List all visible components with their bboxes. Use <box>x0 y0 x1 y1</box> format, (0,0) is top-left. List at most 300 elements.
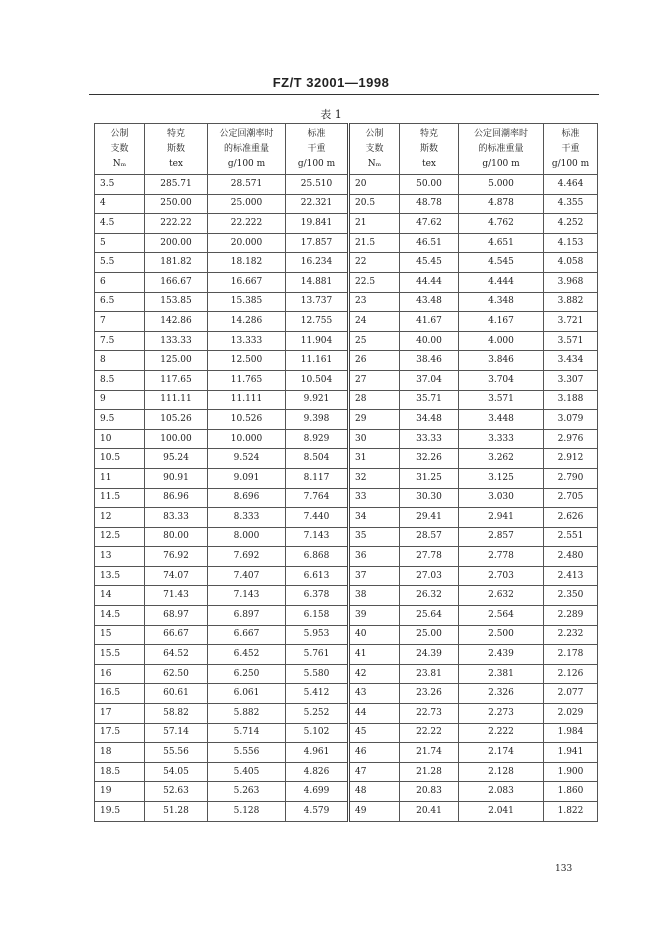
table-cell: 37 <box>349 566 400 586</box>
table-cell: 15 <box>95 625 145 645</box>
table-cell: 3.030 <box>459 488 544 508</box>
table-cell: 1.984 <box>544 723 598 743</box>
table-cell: 17.857 <box>286 233 349 253</box>
table-row <box>95 429 598 449</box>
table-cell: 181.82 <box>145 253 208 273</box>
table-cell: 4.348 <box>459 292 544 312</box>
table-cell: 6.613 <box>286 566 349 586</box>
table-cell: 23 <box>349 292 400 312</box>
table-cell: 3.968 <box>544 272 598 292</box>
table-cell: 47.62 <box>400 214 459 234</box>
table-cell: 9.5 <box>95 410 145 430</box>
table-row <box>95 488 598 508</box>
table-cell: 42 <box>349 664 400 684</box>
table-row <box>95 175 598 195</box>
table-body <box>95 175 598 822</box>
table-cell: 37.04 <box>400 370 459 390</box>
table-cell: 5.412 <box>286 684 349 704</box>
table-cell: 2.976 <box>544 429 598 449</box>
table-row <box>95 723 598 743</box>
table-row <box>95 253 598 273</box>
table-cell: 48.78 <box>400 194 459 214</box>
table-cell: 13.5 <box>95 566 145 586</box>
column-header-line: g/100 m <box>297 158 336 169</box>
table-cell: 4.355 <box>544 194 598 214</box>
table-cell: 58.82 <box>145 704 208 724</box>
table-row <box>95 606 598 626</box>
table-cell: 11.111 <box>208 390 286 410</box>
table-cell: 52.63 <box>145 782 208 802</box>
table-cell: 35.71 <box>400 390 459 410</box>
table-cell: 8.333 <box>208 508 286 528</box>
table-cell: 3.571 <box>544 331 598 351</box>
table-cell: 43 <box>349 684 400 704</box>
table-cell: 38.46 <box>400 351 459 371</box>
table-cell: 2.222 <box>459 723 544 743</box>
table-cell: 48 <box>349 782 400 802</box>
table-cell: 11 <box>95 468 145 488</box>
table-row <box>95 802 598 822</box>
table-cell: 32.26 <box>400 449 459 469</box>
table-cell: 46.51 <box>400 233 459 253</box>
column-header-line: 公定回潮率时 <box>219 128 274 139</box>
table-cell: 8.504 <box>286 449 349 469</box>
table-cell: 15.5 <box>95 645 145 665</box>
table-cell: 41 <box>349 645 400 665</box>
table-cell: 54.05 <box>145 762 208 782</box>
table-cell: 25.64 <box>400 606 459 626</box>
table-cell: 17.5 <box>95 723 145 743</box>
table-cell: 11.904 <box>286 331 349 351</box>
table-cell: 4.153 <box>544 233 598 253</box>
column-header <box>145 124 208 175</box>
table-cell: 2.551 <box>544 527 598 547</box>
table-cell: 1.822 <box>544 802 598 822</box>
table-cell: 26.32 <box>400 586 459 606</box>
table-cell: 23.26 <box>400 684 459 704</box>
table-cell: 2.128 <box>459 762 544 782</box>
table-cell: 24.39 <box>400 645 459 665</box>
table-cell: 133.33 <box>145 331 208 351</box>
table-cell: 83.33 <box>145 508 208 528</box>
table-cell: 43.48 <box>400 292 459 312</box>
column-header-line: g/100 m <box>227 158 266 169</box>
table-cell: 4.579 <box>286 802 349 822</box>
table-cell: 5.714 <box>208 723 286 743</box>
table-cell: 22 <box>349 253 400 273</box>
table-cell: 5.252 <box>286 704 349 724</box>
table-cell: 16.234 <box>286 253 349 273</box>
table-cell: 2.626 <box>544 508 598 528</box>
table-cell: 25.510 <box>286 175 349 195</box>
column-header-line: tex <box>168 158 184 169</box>
table-cell: 111.11 <box>145 390 208 410</box>
table-cell: 68.97 <box>145 606 208 626</box>
table-cell: 6.5 <box>95 292 145 312</box>
table-cell: 166.67 <box>145 272 208 292</box>
table-cell: 3.262 <box>459 449 544 469</box>
table-cell: 5.580 <box>286 664 349 684</box>
table-cell: 55.56 <box>145 743 208 763</box>
table-cell: 64.52 <box>145 645 208 665</box>
column-header-line: 的标准重量 <box>478 143 524 154</box>
table-cell: 8.696 <box>208 488 286 508</box>
column-header <box>544 124 598 175</box>
table-cell: 3.846 <box>459 351 544 371</box>
table-cell: 20.83 <box>400 782 459 802</box>
table-cell: 19 <box>95 782 145 802</box>
table-cell: 14 <box>95 586 145 606</box>
table-cell: 15.385 <box>208 292 286 312</box>
table-cell: 14.286 <box>208 312 286 332</box>
table-cell: 4.167 <box>459 312 544 332</box>
table-cell: 26 <box>349 351 400 371</box>
table-cell: 2.232 <box>544 625 598 645</box>
table-cell: 2.083 <box>459 782 544 802</box>
table-cell: 20.000 <box>208 233 286 253</box>
table-cell: 9 <box>95 390 145 410</box>
table-cell: 66.67 <box>145 625 208 645</box>
table-cell: 44 <box>349 704 400 724</box>
column-header <box>208 124 286 175</box>
table-cell: 30 <box>349 429 400 449</box>
table-cell: 4.000 <box>459 331 544 351</box>
table-cell: 27.03 <box>400 566 459 586</box>
table-cell: 5.000 <box>459 175 544 195</box>
table-cell: 45 <box>349 723 400 743</box>
table-cell: 9.398 <box>286 410 349 430</box>
table-cell: 49 <box>349 802 400 822</box>
table-cell: 90.91 <box>145 468 208 488</box>
table-cell: 86.96 <box>145 488 208 508</box>
table-cell: 5.556 <box>208 743 286 763</box>
table-cell: 2.178 <box>544 645 598 665</box>
table-row <box>95 292 598 312</box>
column-header-line: 公制 <box>365 128 384 139</box>
column-header-line: 公定回潮率时 <box>473 128 528 139</box>
table-cell: 13.333 <box>208 331 286 351</box>
table-row <box>95 625 598 645</box>
table-cell: 5.953 <box>286 625 349 645</box>
table-row <box>95 684 598 704</box>
table-cell: 25.000 <box>208 194 286 214</box>
column-header-line: g/100 m <box>551 158 590 169</box>
table-cell: 117.65 <box>145 370 208 390</box>
table-cell: 7.764 <box>286 488 349 508</box>
table-cell: 6.667 <box>208 625 286 645</box>
table-cell: 34.48 <box>400 410 459 430</box>
column-header <box>459 124 544 175</box>
table-cell: 12.500 <box>208 351 286 371</box>
table-cell: 3.333 <box>459 429 544 449</box>
table-cell: 5.263 <box>208 782 286 802</box>
table-cell: 38 <box>349 586 400 606</box>
table-cell: 18.5 <box>95 762 145 782</box>
table-cell: 250.00 <box>145 194 208 214</box>
table-cell: 22.73 <box>400 704 459 724</box>
table-row <box>95 370 598 390</box>
table-cell: 2.500 <box>459 625 544 645</box>
table-cell: 5.882 <box>208 704 286 724</box>
table-cell: 22.22 <box>400 723 459 743</box>
table-cell: 60.61 <box>145 684 208 704</box>
table-cell: 22.5 <box>349 272 400 292</box>
table-cell: 20 <box>349 175 400 195</box>
table-cell: 2.857 <box>459 527 544 547</box>
table-cell: 7.407 <box>208 566 286 586</box>
table-row <box>95 547 598 567</box>
table-cell: 62.50 <box>145 664 208 684</box>
table-cell: 142.86 <box>145 312 208 332</box>
column-header-line: 标准 <box>307 128 326 139</box>
table-cell: 51.28 <box>145 802 208 822</box>
table-row <box>95 586 598 606</box>
table-cell: 10.000 <box>208 429 286 449</box>
table-cell: 7 <box>95 312 145 332</box>
column-header <box>286 124 349 175</box>
data-table <box>94 123 598 822</box>
table-cell: 19.5 <box>95 802 145 822</box>
table-cell: 4.464 <box>544 175 598 195</box>
document-code: FZ/T 32001—1998 <box>272 75 390 90</box>
table-cell: 21.5 <box>349 233 400 253</box>
table-cell: 71.43 <box>145 586 208 606</box>
table-cell: 33.33 <box>400 429 459 449</box>
table-cell: 9.524 <box>208 449 286 469</box>
table-row <box>95 566 598 586</box>
table-cell: 2.126 <box>544 664 598 684</box>
table-row <box>95 331 598 351</box>
table-cell: 29 <box>349 410 400 430</box>
table-cell: 44.44 <box>400 272 459 292</box>
column-header-line: 特克 <box>419 128 438 139</box>
column-header-line: tex <box>421 158 437 169</box>
table-cell: 2.439 <box>459 645 544 665</box>
table-cell: 33 <box>349 488 400 508</box>
table-cell: 3.571 <box>459 390 544 410</box>
column-header-line: 支数 <box>110 143 129 154</box>
table-cell: 6.158 <box>286 606 349 626</box>
table-row <box>95 312 598 332</box>
table-cell: 25.00 <box>400 625 459 645</box>
table-cell: 57.14 <box>145 723 208 743</box>
table-cell: 31.25 <box>400 468 459 488</box>
table-cell: 2.350 <box>544 586 598 606</box>
table-cell: 8.929 <box>286 429 349 449</box>
table-row <box>95 194 598 214</box>
table-cell: 4.826 <box>286 762 349 782</box>
table-cell: 4.878 <box>459 194 544 214</box>
table-row <box>95 351 598 371</box>
table-cell: 8.000 <box>208 527 286 547</box>
table-cell: 12.755 <box>286 312 349 332</box>
table-cell: 35 <box>349 527 400 547</box>
table-cell: 7.143 <box>208 586 286 606</box>
table-cell: 5.405 <box>208 762 286 782</box>
table-cell: 29.41 <box>400 508 459 528</box>
table-title: 表 1 <box>320 108 342 121</box>
table-cell: 16 <box>95 664 145 684</box>
table-cell: 28 <box>349 390 400 410</box>
table-cell: 18.182 <box>208 253 286 273</box>
table-cell: 5.128 <box>208 802 286 822</box>
table-cell: 8.117 <box>286 468 349 488</box>
table-cell: 5.5 <box>95 253 145 273</box>
table-cell: 95.24 <box>145 449 208 469</box>
table-cell: 18 <box>95 743 145 763</box>
column-header-line: 标准 <box>561 128 580 139</box>
table-cell: 41.67 <box>400 312 459 332</box>
table-cell: 22.321 <box>286 194 349 214</box>
table-cell: 3.448 <box>459 410 544 430</box>
table-cell: 32 <box>349 468 400 488</box>
table-cell: 2.564 <box>459 606 544 626</box>
table-cell: 2.941 <box>459 508 544 528</box>
table-cell: 28.57 <box>400 527 459 547</box>
table-cell: 4.651 <box>459 233 544 253</box>
table-row <box>95 390 598 410</box>
column-header <box>95 124 145 175</box>
table-cell: 6.897 <box>208 606 286 626</box>
table-cell: 2.041 <box>459 802 544 822</box>
table-cell: 4.699 <box>286 782 349 802</box>
table-cell: 5.102 <box>286 723 349 743</box>
column-header-line: Nₘ <box>367 158 382 169</box>
table-cell: 13 <box>95 547 145 567</box>
table-row <box>95 272 598 292</box>
table-cell: 4.762 <box>459 214 544 234</box>
table-row <box>95 782 598 802</box>
table-cell: 3.434 <box>544 351 598 371</box>
table-cell: 2.480 <box>544 547 598 567</box>
table-cell: 7.143 <box>286 527 349 547</box>
table-cell: 30.30 <box>400 488 459 508</box>
table-cell: 25 <box>349 331 400 351</box>
table-cell: 11.161 <box>286 351 349 371</box>
table-cell: 50.00 <box>400 175 459 195</box>
table-cell: 11.5 <box>95 488 145 508</box>
table-cell: 40.00 <box>400 331 459 351</box>
table-cell: 16.5 <box>95 684 145 704</box>
table-cell: 8.5 <box>95 370 145 390</box>
table-cell: 105.26 <box>145 410 208 430</box>
table-cell: 7.5 <box>95 331 145 351</box>
column-header <box>400 124 459 175</box>
table-cell: 4.058 <box>544 253 598 273</box>
table-cell: 6.061 <box>208 684 286 704</box>
table-cell: 74.07 <box>145 566 208 586</box>
column-header-line: 干重 <box>561 143 580 154</box>
table-cell: 153.85 <box>145 292 208 312</box>
header-rule <box>89 94 599 95</box>
table-cell: 6.378 <box>286 586 349 606</box>
table-cell: 2.174 <box>459 743 544 763</box>
column-header-line: g/100 m <box>482 158 520 169</box>
table-cell: 39 <box>349 606 400 626</box>
table-cell: 3.307 <box>544 370 598 390</box>
table-cell: 17 <box>95 704 145 724</box>
column-header-line: 斯数 <box>166 143 185 154</box>
table-cell: 2.413 <box>544 566 598 586</box>
table-cell: 125.00 <box>145 351 208 371</box>
table-cell: 10.526 <box>208 410 286 430</box>
table-cell: 2.703 <box>459 566 544 586</box>
table-cell: 2.326 <box>459 684 544 704</box>
column-header-line: 支数 <box>365 143 384 154</box>
table-cell: 19.841 <box>286 214 349 234</box>
table-cell: 10.5 <box>95 449 145 469</box>
table-cell: 4.545 <box>459 253 544 273</box>
table-cell: 76.92 <box>145 547 208 567</box>
table-row <box>95 233 598 253</box>
table-cell: 2.778 <box>459 547 544 567</box>
table-cell: 5 <box>95 233 145 253</box>
table-cell: 12.5 <box>95 527 145 547</box>
table-cell: 24 <box>349 312 400 332</box>
table-cell: 9.921 <box>286 390 349 410</box>
table-row <box>95 410 598 430</box>
table-cell: 23.81 <box>400 664 459 684</box>
table-cell: 4.252 <box>544 214 598 234</box>
table-cell: 3.188 <box>544 390 598 410</box>
table-row <box>95 508 598 528</box>
table-cell: 2.273 <box>459 704 544 724</box>
table-cell: 3.079 <box>544 410 598 430</box>
table-cell: 21.28 <box>400 762 459 782</box>
table-header-row <box>95 124 598 175</box>
table-cell: 47 <box>349 762 400 782</box>
table-cell: 80.00 <box>145 527 208 547</box>
table-cell: 10.504 <box>286 370 349 390</box>
table-cell: 9.091 <box>208 468 286 488</box>
column-header-line: 特克 <box>166 128 185 139</box>
table-cell: 16.667 <box>208 272 286 292</box>
table-cell: 5.761 <box>286 645 349 665</box>
table-cell: 6.868 <box>286 547 349 567</box>
table-cell: 8 <box>95 351 145 371</box>
table-cell: 222.22 <box>145 214 208 234</box>
column-header <box>349 124 400 175</box>
table-cell: 200.00 <box>145 233 208 253</box>
table-row <box>95 468 598 488</box>
table-cell: 12 <box>95 508 145 528</box>
table-cell: 3.704 <box>459 370 544 390</box>
table-cell: 4.5 <box>95 214 145 234</box>
table-cell: 11.765 <box>208 370 286 390</box>
table-cell: 14.5 <box>95 606 145 626</box>
table-cell: 27.78 <box>400 547 459 567</box>
table-cell: 3.125 <box>459 468 544 488</box>
table-cell: 7.692 <box>208 547 286 567</box>
table-cell: 36 <box>349 547 400 567</box>
table-cell: 4.444 <box>459 272 544 292</box>
table-cell: 1.860 <box>544 782 598 802</box>
table-cell: 3.5 <box>95 175 145 195</box>
page-number: 133 <box>555 864 573 874</box>
column-header-line: 斯数 <box>419 143 438 154</box>
table-row <box>95 762 598 782</box>
table-cell: 2.077 <box>544 684 598 704</box>
table-cell: 1.900 <box>544 762 598 782</box>
table-row <box>95 704 598 724</box>
column-header-line: Nₘ <box>112 158 127 169</box>
table-cell: 45.45 <box>400 253 459 273</box>
table-row <box>95 214 598 234</box>
table-cell: 20.5 <box>349 194 400 214</box>
column-header-line: 公制 <box>110 128 129 139</box>
table-row <box>95 743 598 763</box>
table-cell: 2.381 <box>459 664 544 684</box>
